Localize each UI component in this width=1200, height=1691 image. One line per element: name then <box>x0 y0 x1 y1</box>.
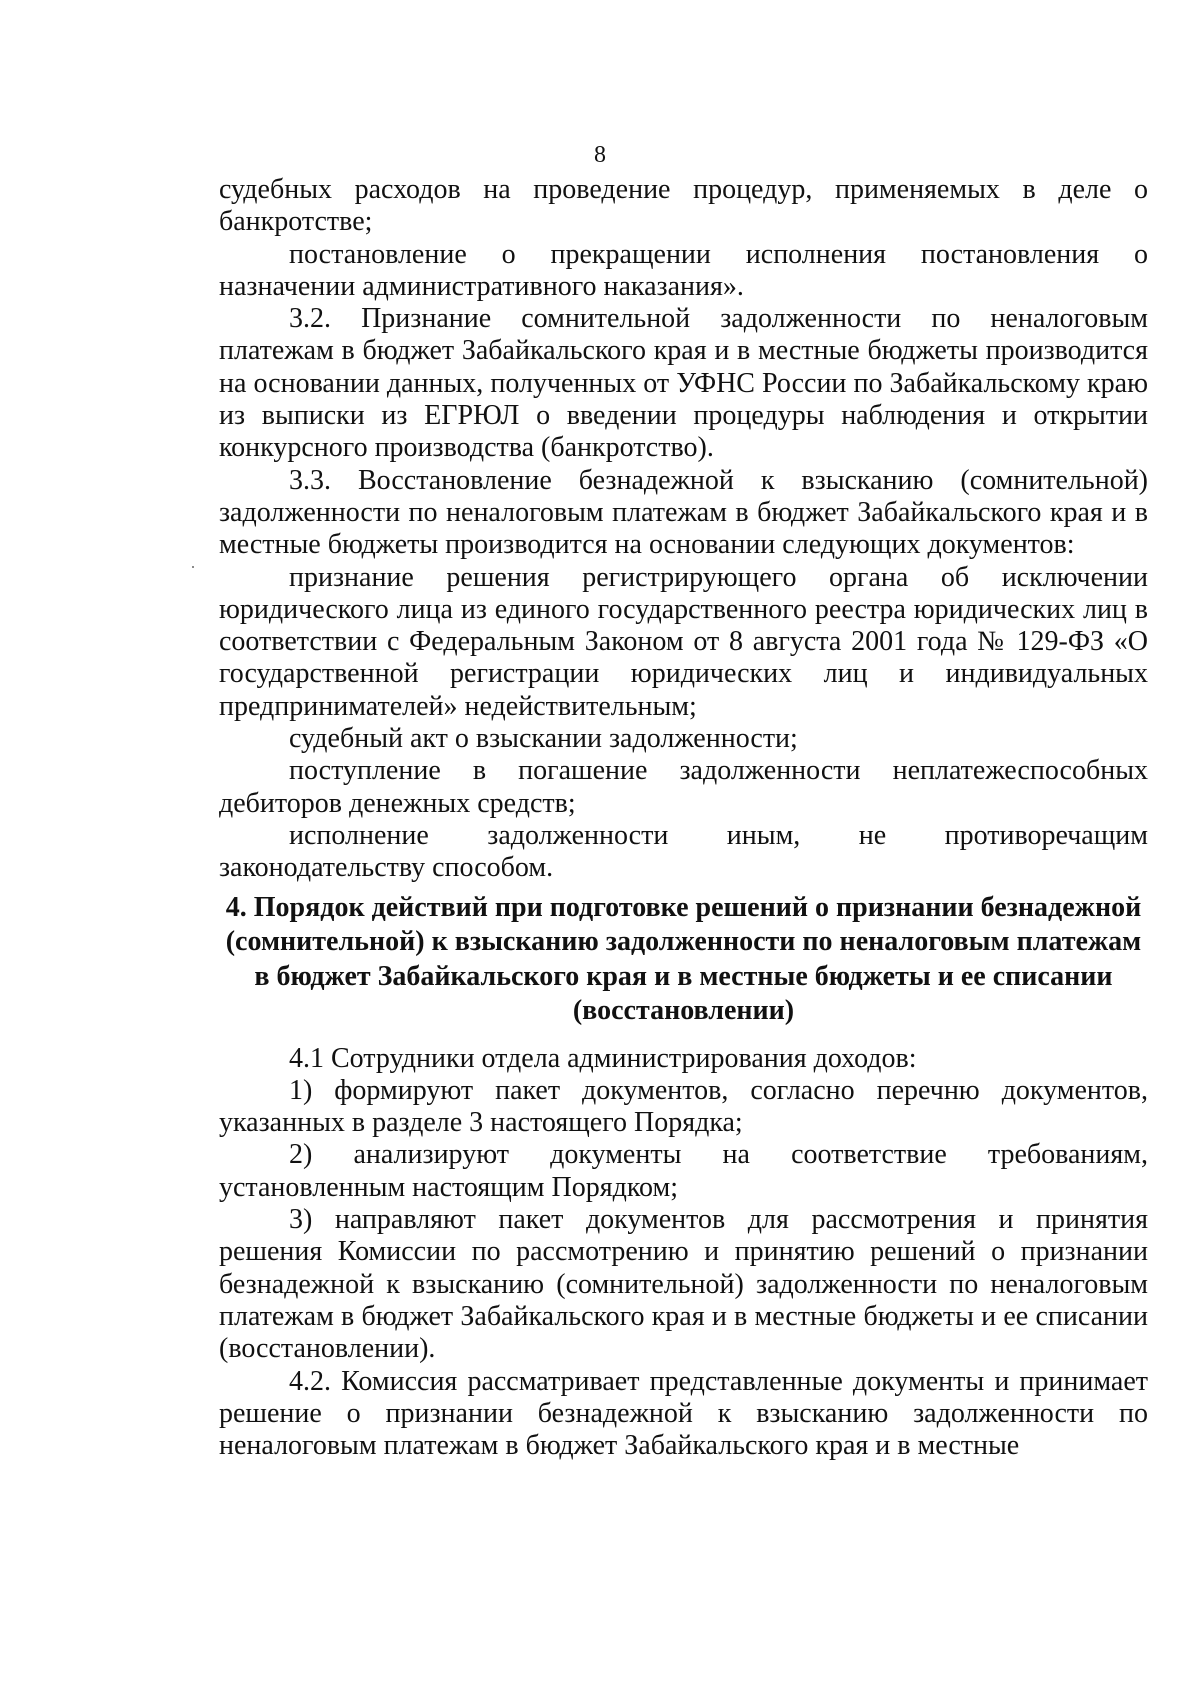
paragraph: 4.2. Комиссия рассматривает представленные документы и принимает решение о признании безнадежной к взысканию задолженности по неналоговым платежам в бюджет Забайкальского края и в местные <box>219 1365 1148 1462</box>
paragraph: поступление в погашение задолженности неплатежеспособных дебиторов денежных средств; <box>219 755 1148 819</box>
paragraph: исполнение задолженности иным, не противоречащим законодательству способом. <box>219 819 1148 884</box>
paragraph: 4.1 Сотрудники отдела администрирования доходов: <box>289 1042 917 1074</box>
paragraph: 2) анализируют документы на соответствие требованиям, установленным настоящим Порядком; <box>219 1139 1148 1203</box>
paragraph: 3) направляют пакет документов для рассмотрения и принятия решения Комиссии по рассмотрению и принятию решений о признании безнадежной к взысканию (сомнительной) задолженности по неналоговым платежам в бюджет Забайкальского края и в местные бюджеты и ее списании (восстановлении). <box>219 1204 1148 1365</box>
document-body <box>219 174 1148 1462</box>
section-heading: 4. Порядок действий при подготовке решений о признании безнадежной (сомнительной) к взысканию задолженности по неналоговым платежам в бюджет Забайкальского края и в местные бюджеты и ее списании (восстановлении) <box>225 891 1142 1027</box>
paragraph: 3.3. Восстановление безнадежной к взысканию (сомнительной) задолженности по неналоговым платежам в бюджет Забайкальского края и в местные бюджеты производится на основании следующих документов: <box>219 464 1148 561</box>
scan-speck <box>192 566 194 568</box>
page-number: 8 <box>594 142 606 168</box>
paragraph: судебный акт о взыскании задолженности; <box>289 723 798 755</box>
paragraph: 1) формируют пакет документов, согласно перечню документов, указанных в разделе 3 настоящего Порядка; <box>219 1074 1148 1139</box>
paragraph: признание решения регистрирующего органа об исключении юридического лица из единого государственного реестра юридических лиц в соответствии с Федеральным Законом от 8 августа 2001 года № 129-ФЗ «О государственной регистрации юридических лиц и индивидуальных предпринимателей» недействительным; <box>219 561 1148 722</box>
paragraph: постановление о прекращении исполнения постановления о назначении административного наказания». <box>219 238 1148 302</box>
paragraph: 3.2. Признание сомнительной задолженности по неналоговым платежам в бюджет Забайкальского края и в местные бюджеты производится на основании данных, полученных от УФНС России по Забайкальскому краю из выписки из ЕГРЮЛ о введении процедуры наблюдения и открытии конкурсного производства (банкротство). <box>219 303 1148 464</box>
paragraph: судебных расходов на проведение процедур, применяемых в деле о банкротстве; <box>219 174 1148 238</box>
